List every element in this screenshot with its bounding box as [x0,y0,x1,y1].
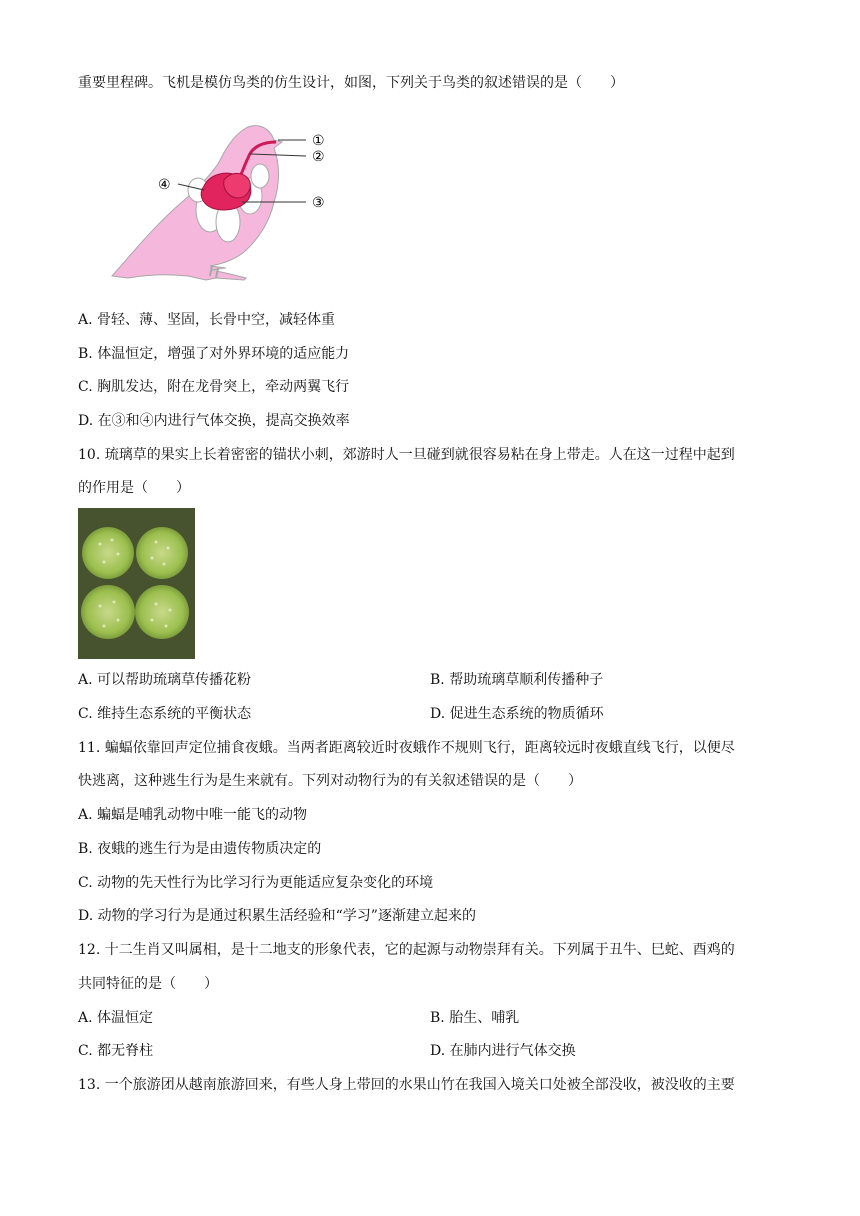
q10-option-d: D. 促进生态系统的物质循环 [430,706,604,722]
q12-stem-line2: 共同特征的是（ ） [78,976,218,992]
q12-stem-line1: 12. 十二生肖又叫属相，是十二地支的形象代表，它的起源与动物崇拜有关。下列属于丑牛、巳蛇、酉鸡的 [78,942,735,958]
q10-option-b: B. 帮助琉璃草顺利传播种子 [430,672,604,688]
q10-option-a: A. 可以帮助琉璃草传播花粉 [78,672,252,688]
burr-fruit-photo [78,508,195,659]
q12-option-b: B. 胎生、哺乳 [430,1010,520,1026]
q11-option-b: B. 夜蛾的逃生行为是由遗传物质决定的 [78,841,322,857]
q12-option-c: C. 都无脊柱 [78,1043,154,1059]
q9-option-a: A. 骨轻、薄、坚固，长骨中空，减轻体重 [78,312,336,328]
label-1: ① [312,133,325,149]
label-3: ③ [312,195,325,211]
q11-stem-line1: 11. 蝙蝠依靠回声定位捕食夜蛾。当两者距离较近时夜蛾作不规则飞行，距离较远时夜蛾直线飞行，以便尽 [78,740,735,756]
label-4: ④ [158,177,171,193]
q12-option-d: D. 在肺内进行气体交换 [430,1043,576,1059]
q11-option-c: C. 动物的先天性行为比学习行为更能适应复杂变化的环境 [78,875,434,891]
q9-option-c: C. 胸肌发达，附在龙骨突上，牵动两翼飞行 [78,379,350,395]
label-2: ② [312,149,325,165]
bird-anatomy-figure [100,118,336,286]
q9-option-d: D. 在③和④内进行气体交换，提高交换效率 [78,413,350,429]
q12-option-a: A. 体温恒定 [78,1010,154,1026]
q11-option-d: D. 动物的学习行为是通过积累生活经验和“学习”逐渐建立起来的 [78,908,476,924]
q11-option-a: A. 蝙蝠是哺乳动物中唯一能飞的动物 [78,807,308,823]
q10-stem-line1: 10. 琉璃草的果实上长着密密的锚状小刺，郊游时人一旦碰到就很容易粘在身上带走。人在这一过程中起到 [78,447,735,463]
q11-stem-line2: 快逃离，这种逃生行为是生来就有。下列对动物行为的有关叙述错误的是（ ） [78,773,582,789]
q13-stem-line1: 13. 一个旅游团从越南旅游回来，有些人身上带回的水果山竹在我国入境关口处被全部没收，被没收的主要 [78,1077,735,1093]
q10-stem-line2: 的作用是（ ） [78,480,190,496]
q9-option-b: B. 体温恒定，增强了对外界环境的适应能力 [78,346,350,362]
q9-stem: 重要里程碑。飞机是模仿鸟类的仿生设计，如图，下列关于鸟类的叙述错误的是（ ） [78,75,624,91]
q10-option-c: C. 维持生态系统的平衡状态 [78,706,252,722]
